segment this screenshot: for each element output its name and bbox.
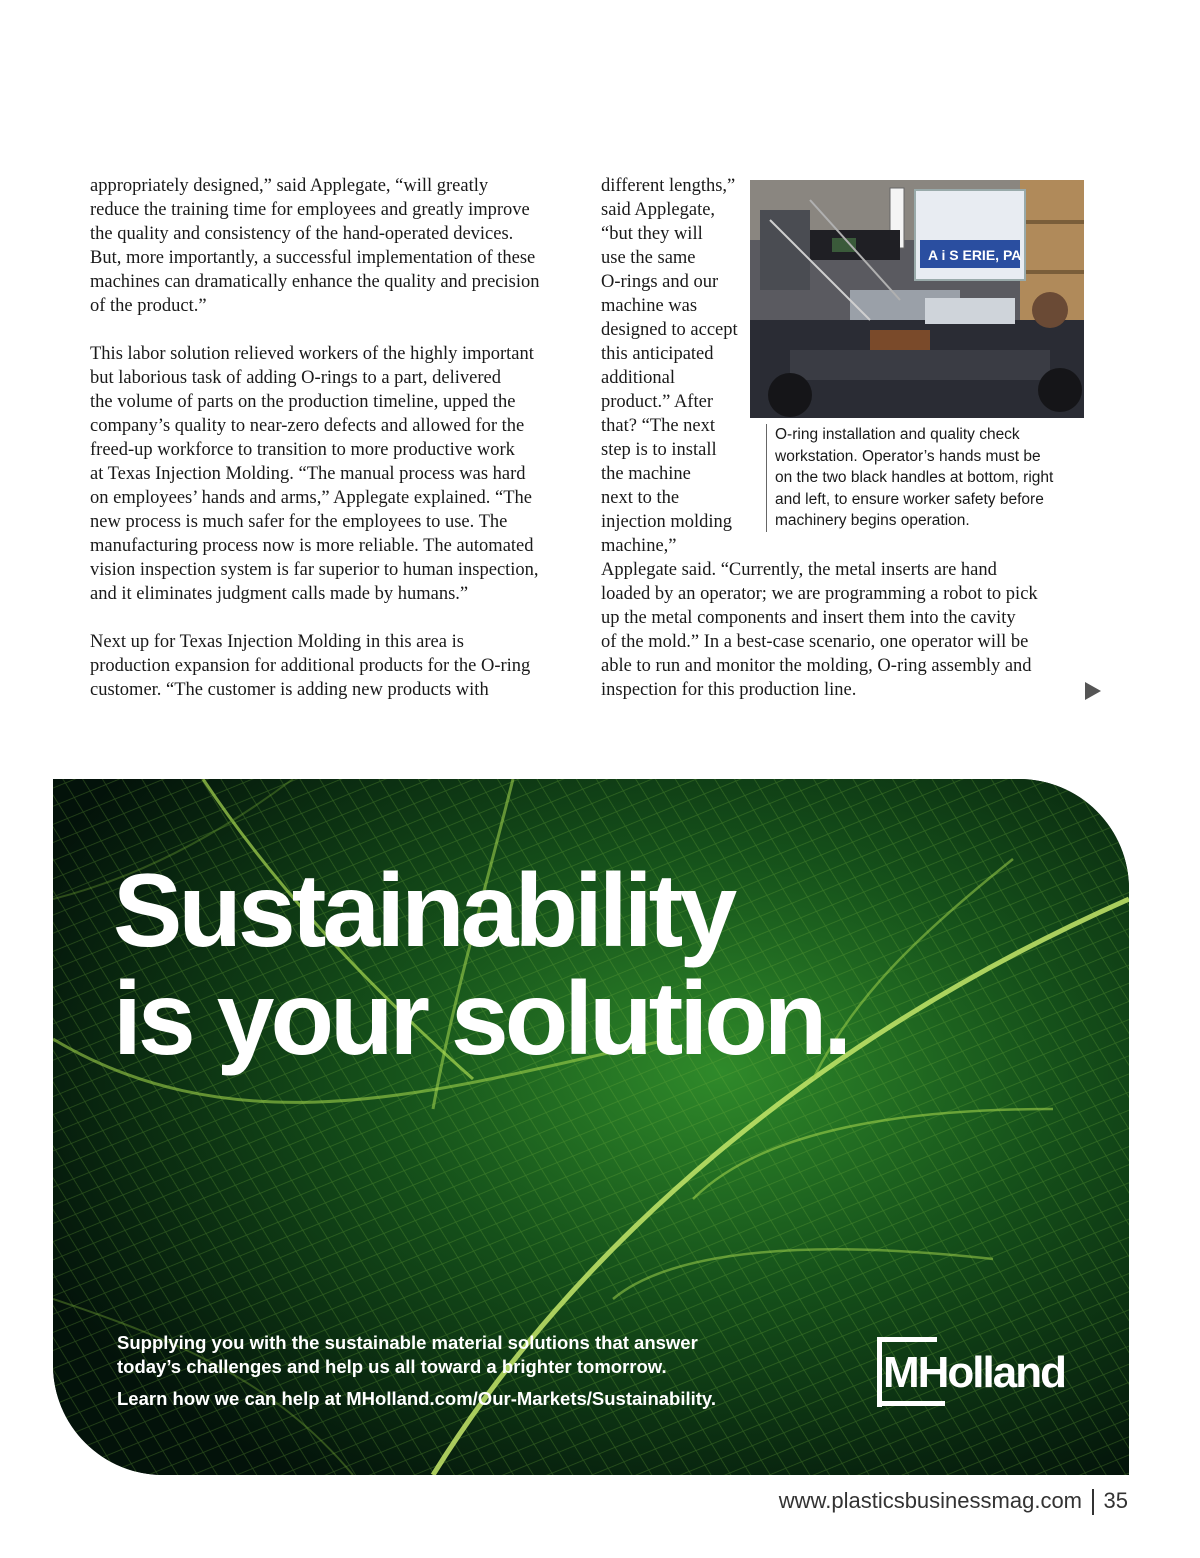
logo-text: MHolland	[883, 1348, 1065, 1397]
footer-url[interactable]: www.plasticsbusinessmag.com	[778, 1488, 1083, 1513]
page-number: 35	[1103, 1488, 1128, 1513]
right-triangle-icon[interactable]	[1085, 682, 1101, 700]
mholland-logo[interactable]	[877, 1335, 1077, 1405]
footer-divider	[1092, 1489, 1094, 1515]
article-column-left	[90, 174, 580, 726]
article-paragraph-1: appropriately designed,” said Applegate, “will greatly reduce the training time for employees and greatly improve the quality and consistency of the hand-operated devices. But, more importantly, a successful implementation of these machines can dramatically enhance the quality and precision of the product.”	[90, 176, 540, 316]
article-paragraph-3: Next up for Texas Injection Molding in this area is production expansion for additional products for the O-ring customer. “The customer is adding new products with	[90, 632, 531, 700]
page-footer	[779, 1488, 1128, 1515]
ad-tagline: Supplying you with the sustainable material solutions that answer today’s challenges and help us all toward a brighter tomorrow.	[117, 1332, 698, 1377]
article-paragraph-2: This labor solution relieved workers of the highly important but laborious task of adding O-rings to a part, delivered the volume of parts on the production timeline, upped the company’s quality to near-zero defects and allowed for the freed-up workforce to transition to more productive work at Texas Injection Molding. “The manual process was hard on employees’ hands and arms,” Applegate explained. “The new process is much safer for the employees to use. The manufacturing process now is more reliable. The automated vision inspection system is far superior to human inspection, and it eliminates judgment calls made by humans.”	[90, 344, 539, 604]
photo-caption: O-ring installation and quality check workstation. Operator’s hands must be on the two black handles at bottom, right and left, to ensure worker safety before machinery begins operation.	[766, 424, 1093, 532]
ad-cta-link[interactable]: Learn how we can help at MHolland.com/Our-Markets/Sustainability.	[117, 1388, 716, 1409]
article-column-right-wide: Applegate said. “Currently, the metal inserts are hand loaded by an operator; we are programming a robot to pick up the metal components and insert them into the cavity of the mold.” In a best-case scenario, one operator will be able to run and monitor the molding, O-ring assembly and inspection for this production line.	[601, 560, 1038, 700]
ad-headline: Sustainability is your solution.	[113, 853, 849, 1077]
machine-label: A i S ERIE, PA	[928, 247, 1022, 263]
workstation-photo	[750, 180, 1084, 418]
advertisement-banner[interactable]	[53, 779, 1129, 1475]
article-column-right-narrow: different lengths,” said Applegate, “but they will use the same O-rings and our machine was designed to accept this anticipated additional product.” After that? “The next step is to install the machine next to the injection molding machine,”	[601, 176, 738, 556]
